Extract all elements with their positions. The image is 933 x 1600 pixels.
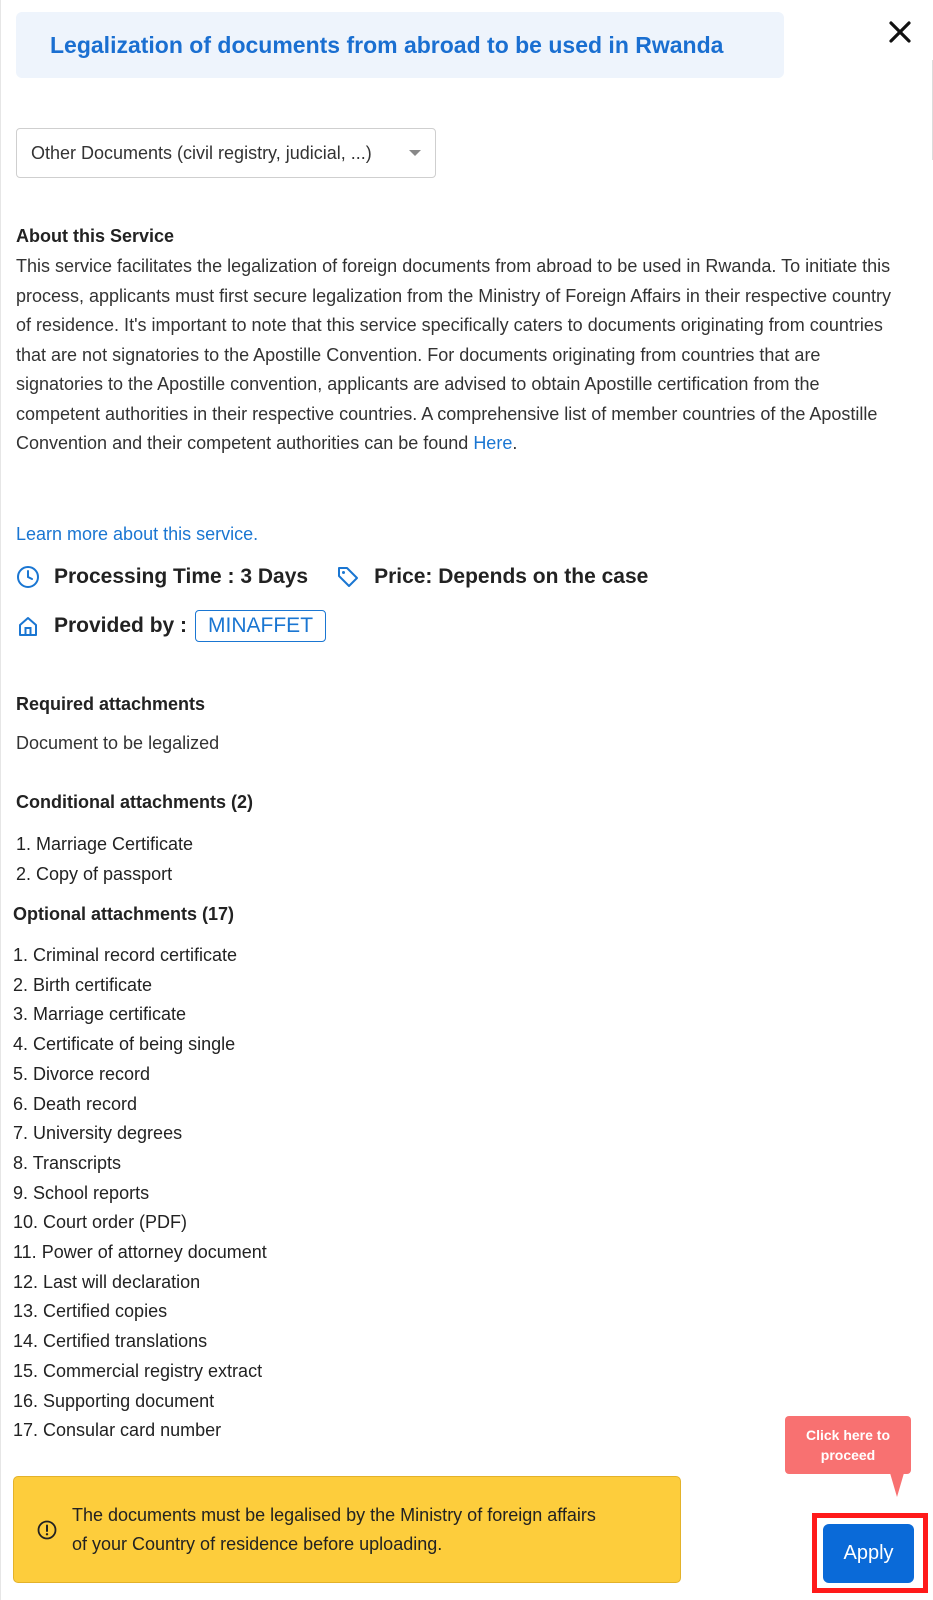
page-title: Legalization of documents from abroad to be used in Rwanda <box>50 31 724 58</box>
legalisation-warning <box>13 1476 681 1583</box>
left-edge-divider <box>0 0 1 1600</box>
conditional-list <box>16 830 193 889</box>
list-item: 16. Supporting document <box>13 1390 215 1411</box>
about-description <box>16 252 906 459</box>
proceed-tooltip <box>785 1416 911 1474</box>
list-item: 17. Consular card number <box>13 1420 222 1441</box>
about-period: . <box>512 433 518 453</box>
optional-list <box>13 941 267 1446</box>
title-banner <box>16 12 784 78</box>
required-item: Document to be legalized <box>16 733 220 753</box>
provider-badge[interactable]: MINAFFET <box>195 610 326 642</box>
clock-icon <box>16 565 40 589</box>
list-item: 10. Court order (PDF) <box>13 1212 188 1233</box>
apostille-list-link[interactable]: Here <box>473 433 513 453</box>
tooltip-line-2: proceed <box>820 1447 876 1463</box>
close-button[interactable] <box>884 16 916 48</box>
list-item: 1. Marriage Certificate <box>16 834 194 854</box>
list-item: 5. Divorce record <box>13 1063 151 1084</box>
document-type-value: Other Documents (civil registry, judicial, ...) <box>31 142 372 163</box>
provided-by-label: Provided by : <box>54 614 188 637</box>
document-type-select[interactable] <box>16 128 436 178</box>
list-item: 8. Transcripts <box>13 1152 122 1173</box>
list-item: 1. Criminal record certificate <box>13 945 238 965</box>
about-body-text: This service facilitates the legalization of foreign documents from abroad to be used in Rwanda. To initiate this process, applicants must first secure legalization from the Ministry of Foreign Affairs in their respective country of residence. It's important to note that this service specifically caters to documents originating from countries that are not signatories to the Apostille Convention. For documents originating from countries that are signatories to the Apostille convention, applicants are advised to obtain Apostille certification from the competent authorities in their respective countries. A comprehensive list of member countries of the Apostille Convention and their competent authorities can be found <box>16 256 892 453</box>
optional-heading: Optional attachments (17) <box>13 904 235 924</box>
tag-icon <box>336 565 360 589</box>
list-item: 7. University degrees <box>13 1123 183 1144</box>
list-item: 11. Power of attorney document <box>13 1242 267 1263</box>
list-item: 4. Certificate of being single <box>13 1034 236 1055</box>
required-heading: Required attachments <box>16 694 206 714</box>
tooltip-line-1: Click here to <box>805 1427 891 1443</box>
list-item: 2. Birth certificate <box>13 974 153 995</box>
chevron-down-icon <box>409 150 421 156</box>
price: Price: Depends on the case <box>374 565 649 588</box>
tooltip-arrow <box>890 1473 904 1497</box>
service-meta-row <box>16 565 648 589</box>
list-item: 13. Certified copies <box>13 1301 168 1322</box>
learn-more-link[interactable]: Learn more about this service. <box>16 524 259 544</box>
home-icon <box>16 614 40 638</box>
info-circle-icon <box>36 1519 58 1541</box>
list-item: 6. Death record <box>13 1093 138 1114</box>
warning-line-2: of your Country of residence before uploading. <box>72 1533 443 1554</box>
list-item: 14. Certified translations <box>13 1331 208 1352</box>
warning-text <box>72 1501 596 1559</box>
list-item: 2. Copy of passport <box>16 863 173 884</box>
apply-button[interactable]: Apply <box>823 1524 914 1583</box>
list-item: 12. Last will declaration <box>13 1271 201 1292</box>
list-item: 15. Commercial registry extract <box>13 1360 263 1381</box>
about-heading: About this Service <box>16 226 175 246</box>
list-item: 3. Marriage certificate <box>13 1004 187 1025</box>
provider-row <box>16 610 326 642</box>
warning-line-1: The documents must be legalised by the Ministry of foreign affairs <box>72 1504 596 1525</box>
conditional-heading: Conditional attachments (2) <box>16 792 254 812</box>
list-item: 9. School reports <box>13 1182 150 1203</box>
processing-time: Processing Time : 3 Days <box>54 565 309 588</box>
close-icon <box>889 21 911 43</box>
